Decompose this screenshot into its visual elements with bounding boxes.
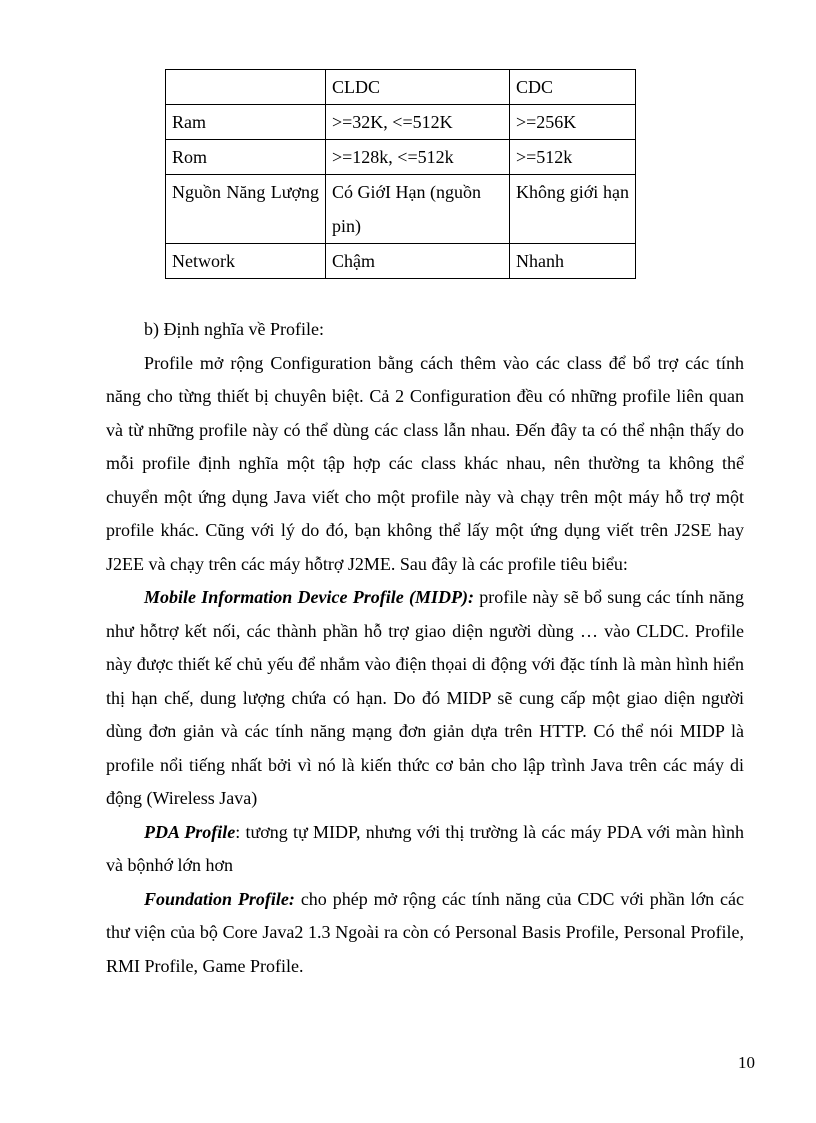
- pda-paragraph: [106, 816, 744, 883]
- table-cell: Chậm: [326, 244, 510, 279]
- table-header-cdc: CDC: [510, 70, 636, 105]
- table-header-row: [166, 70, 636, 105]
- table-cell: >=256K: [510, 105, 636, 140]
- table-cell: Nguồn Năng Lượng: [166, 175, 326, 244]
- midp-term: Mobile Information Device Profile (MIDP):: [144, 587, 474, 607]
- page-number: 10: [738, 1053, 755, 1072]
- table-cell: Network: [166, 244, 326, 279]
- body-text: [106, 313, 744, 983]
- section-heading: b) Định nghĩa về Profile:: [144, 319, 324, 339]
- comparison-table: [165, 69, 636, 279]
- table-cell: [166, 70, 326, 105]
- table-cell: Không giới hạn: [510, 175, 636, 244]
- table-row: [166, 140, 636, 175]
- table-row: [166, 244, 636, 279]
- table-cell: Ram: [166, 105, 326, 140]
- table-cell: >=128k, <=512k: [326, 140, 510, 175]
- table-row: [166, 105, 636, 140]
- table-row: [166, 175, 636, 244]
- foundation-term: Foundation Profile:: [144, 888, 295, 909]
- intro-paragraph: Profile mở rộng Configuration bằng cách thêm vào các class để bổ trợ các tính năng cho từng thiết bị chuyên biệt. Cả 2 Configuration đều có những profile liên quan và từ những profile này có thể dùng các class lẫn nhau. Đến đây ta có thể nhận thấy do mỗi profile định nghĩa một tập hợp các class khác nhau, nên thường ta không thể chuyển một ứng dụng Java viết cho một profile này và chạy trên một máy hỗ trợ một profile khác. Cũng với lý do đó, bạn không thể lấy một ứng dụng viết trên J2SE hay J2EE và chạy trên các máy hỗtrợ J2ME. Sau đây là các profile tiêu biểu:: [106, 352, 744, 574]
- table-cell: Rom: [166, 140, 326, 175]
- table-cell: >=32K, <=512K: [326, 105, 510, 140]
- midp-paragraph: [106, 581, 744, 816]
- table-cell: Nhanh: [510, 244, 636, 279]
- table-cell: Có GiớI Hạn (nguồn pin): [326, 175, 510, 244]
- midp-text: profile này sẽ bổ sung các tính năng như hỗtrợ kết nối, các thành phần hỗ trợ giao diện người dùng … vào CLDC. Profile này được thiết kế chủ yếu để nhắm vào điện thọai di động với đặc tính là màn hình hiển thị hạn chế, dung lượng chứa có hạn. Do đó MIDP sẽ cung cấp một giao diện người dùng đơn giản và các tính năng mạng đơn giản dựa trên HTTP. Có thể nói MIDP là profile nổi tiếng nhất bởi vì nó là kiến thức cơ bản cho lập trình Java trên các máy di động (Wireless Java): [106, 587, 744, 808]
- table-cell: >=512k: [510, 140, 636, 175]
- foundation-paragraph: [106, 883, 744, 984]
- foundation-text: cho phép mở rộng các tính năng của CDC với phần lớn các thư viện của bộ Core Java2 1.3 Ngoài ra còn có Personal Basis Profile, Personal Profile, RMI Profile, Game Profile.: [106, 888, 744, 976]
- pda-text: : tương tự MIDP, nhưng với thị trường là các máy PDA với màn hình và bộnhớ lớn hơn: [106, 821, 744, 875]
- table-header-cldc: CLDC: [326, 70, 510, 105]
- pda-term: PDA Profile: [144, 821, 236, 842]
